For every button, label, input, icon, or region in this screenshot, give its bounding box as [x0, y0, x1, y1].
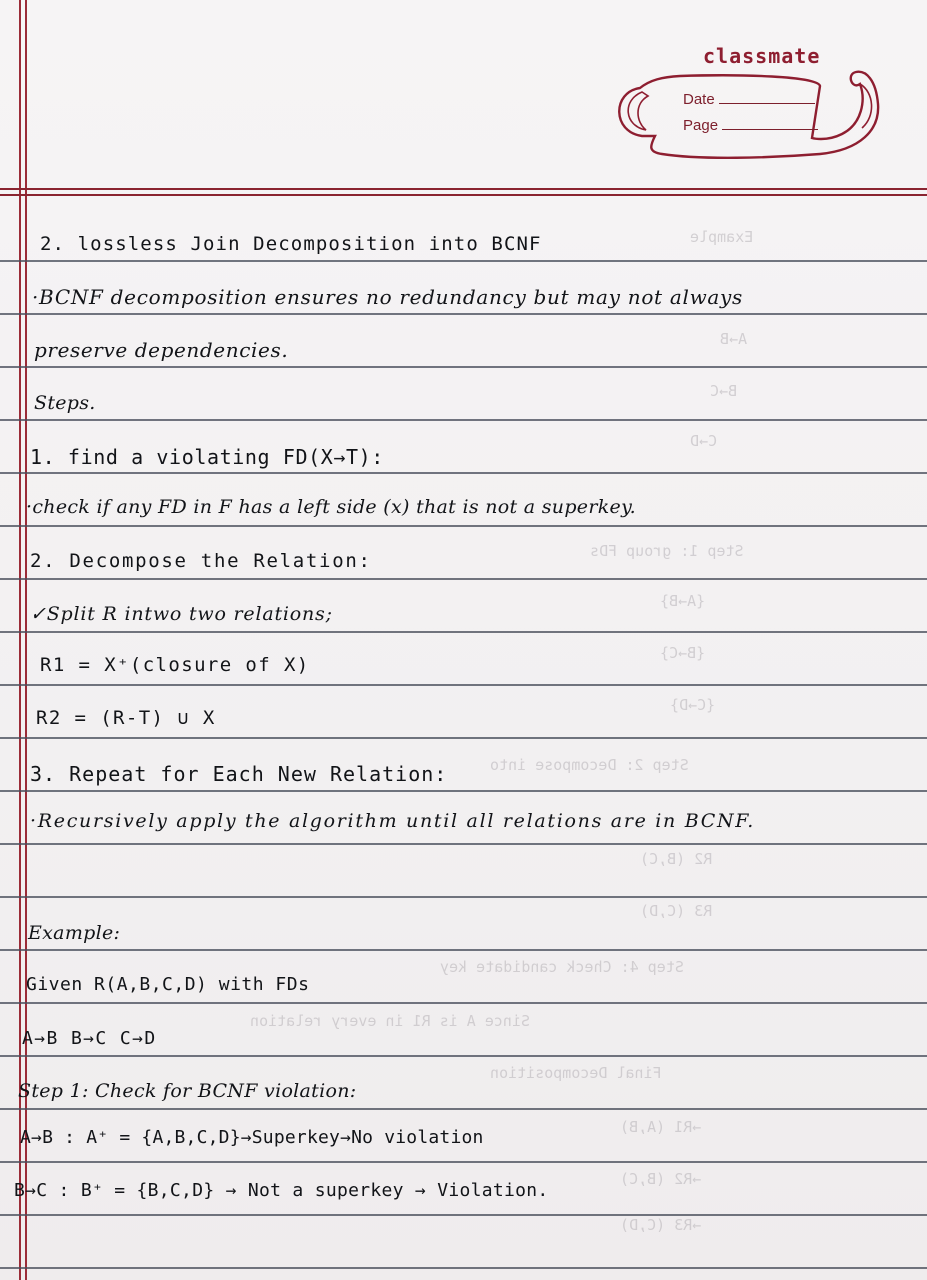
- rule-line: [0, 313, 927, 315]
- rule-line: [0, 843, 927, 845]
- functional-dependencies: A→B B→C C→D: [22, 1028, 157, 1049]
- show-through-text: Final Decomposition: [490, 1064, 662, 1082]
- rule-line: [0, 578, 927, 580]
- rule-line: [0, 631, 927, 633]
- rule-line: [0, 1161, 927, 1163]
- date-label: Date: [683, 91, 715, 108]
- show-through-text: Step 1: group FDs: [590, 542, 744, 560]
- date-blank: [719, 91, 815, 104]
- rule-line: [0, 525, 927, 527]
- show-through-text: Step 4: Check candidate key: [440, 958, 684, 976]
- check-a-b: A→B : A⁺ = {A,B,C,D}→Superkey→No violation: [20, 1127, 484, 1148]
- show-through-text: B→C: [710, 382, 738, 400]
- step3-detail: ·Recursively apply the algorithm until all relations are in BCNF.: [30, 810, 755, 832]
- rule-line: [0, 419, 927, 421]
- r2-definition: R2 = (R-T) ∪ X: [36, 707, 216, 729]
- step2-title: 2. Decompose the Relation:: [30, 550, 372, 572]
- rule-line: [0, 790, 927, 792]
- rule-line: [0, 737, 927, 739]
- rule-line: [0, 472, 927, 474]
- show-through-text: C→D: [690, 432, 718, 450]
- show-through-text: →R1 (A,B): [620, 1118, 702, 1136]
- header-rule-bottom: [0, 194, 927, 196]
- intro-line-2: preserve dependencies.: [34, 338, 289, 362]
- steps-label: Steps.: [34, 392, 96, 414]
- show-through-text: {A→B}: [660, 592, 706, 610]
- page-blank: [722, 117, 818, 130]
- step2-detail: ✓Split R intwo two relations;: [30, 603, 333, 625]
- page-field: [683, 117, 818, 134]
- example-label: Example:: [28, 922, 121, 944]
- rule-line: [0, 1214, 927, 1216]
- show-through-text: A→B: [720, 330, 748, 348]
- heading: 2. lossless Join Decomposition into BCNF: [40, 233, 542, 255]
- check-b-c: B→C : B⁺ = {B,C,D} → Not a superkey → Violation.: [14, 1180, 549, 1201]
- show-through-text: R3 (C,D): [640, 902, 713, 920]
- given-relation: Given R(A,B,C,D) with FDs: [26, 974, 310, 995]
- page-label: Page: [683, 117, 719, 134]
- show-through-text: {B→C}: [660, 644, 706, 662]
- show-through-text: {C→D}: [670, 696, 716, 714]
- show-through-text: R2 (B,C): [640, 850, 713, 868]
- show-through-text: →R3 (C,D): [620, 1216, 702, 1234]
- show-through-text: Step 2: Decompose into: [490, 756, 689, 774]
- step1-title: 1. find a violating FD(X→T):: [30, 445, 384, 469]
- brand-name: classmate: [703, 44, 821, 68]
- r1-definition: R1 = X⁺(closure of X): [40, 654, 310, 676]
- rule-line: [0, 949, 927, 951]
- header-rule-top: [0, 188, 927, 190]
- intro-line-1: ·BCNF decomposition ensures no redundancy but may not always: [32, 285, 743, 309]
- step3-title: 3. Repeat for Each New Relation:: [30, 762, 448, 786]
- rule-line: [0, 1108, 927, 1110]
- show-through-text: →R2 (B,C): [620, 1170, 702, 1188]
- rule-line: [0, 366, 927, 368]
- rule-line: [0, 684, 927, 686]
- rule-line: [0, 1055, 927, 1057]
- show-through-text: Since A is R1 in every relation: [250, 1012, 530, 1030]
- show-through-text: Example: [690, 228, 754, 246]
- date-field: [683, 91, 815, 108]
- rule-line: [0, 1002, 927, 1004]
- rule-line: [0, 1267, 927, 1269]
- step1-detail: ·check if any FD in F has a left side (x) that is not a superkey.: [26, 496, 636, 518]
- rule-line: [0, 260, 927, 262]
- check-title: Step 1: Check for BCNF violation:: [18, 1080, 357, 1102]
- rule-line: [0, 896, 927, 898]
